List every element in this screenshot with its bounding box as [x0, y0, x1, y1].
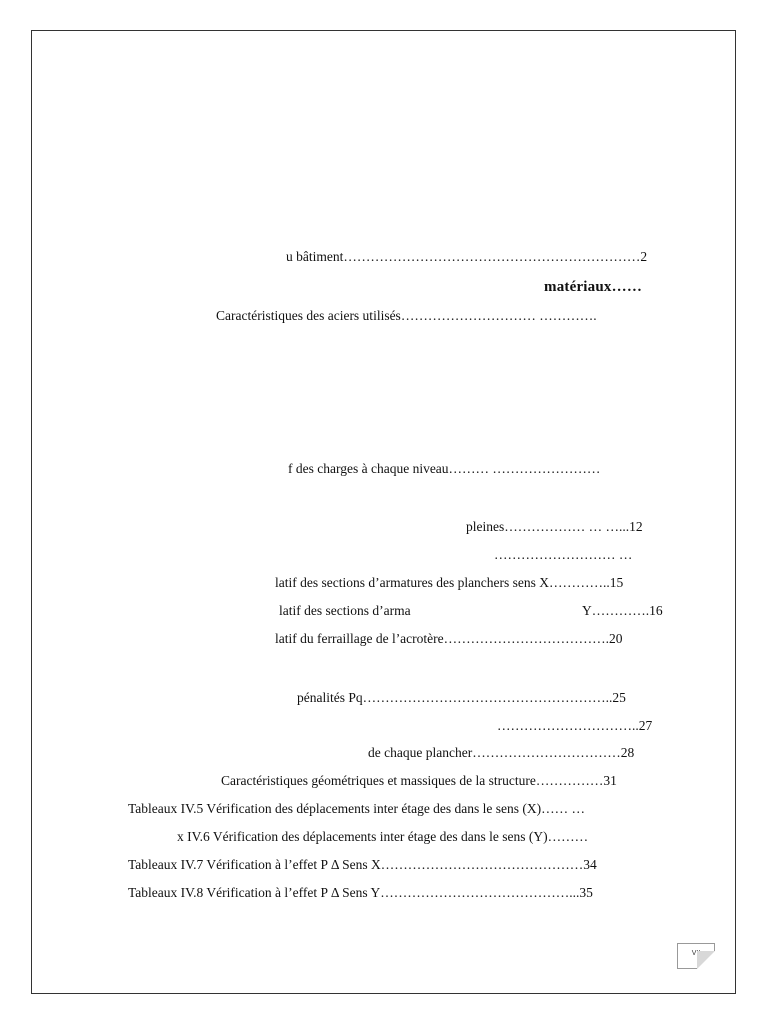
- toc-entry-armatures-y-part1: latif des sections d’arma: [279, 603, 411, 618]
- page-number: VII: [691, 950, 701, 957]
- toc-entry-batiment: u bâtiment…………………………………………………………2: [286, 249, 648, 264]
- page-fold-icon: [697, 951, 715, 969]
- toc-entry-27: …………………………..27: [497, 718, 653, 733]
- document-page: [31, 30, 736, 994]
- toc-entry-armatures-y-part2: Y………….16: [582, 603, 663, 618]
- toc-heading-materiaux: matériaux……: [544, 279, 643, 295]
- toc-entry-dots: ……………………… …: [494, 547, 633, 562]
- toc-entry-charges: f des charges à chaque niveau……… ……………………: [288, 461, 601, 476]
- toc-entry-penalites: pénalités Pq………………………………………………..25: [297, 690, 626, 705]
- toc-entry-tableau-iv5: Tableaux IV.5 Vérification des déplacements inter étage des dans le sens (X)…… …: [128, 801, 586, 816]
- toc-entry-armatures-x: latif des sections d’armatures des planchers sens X…………..15: [275, 575, 624, 590]
- page-number-badge: [677, 943, 715, 969]
- toc-entry-pleines: pleines……………… … …...12: [466, 519, 643, 534]
- toc-entry-structure: Caractéristiques géométriques et massiques de la structure……………31: [221, 773, 617, 788]
- toc-entry-tableau-iv8: Tableaux IV.8 Vérification à l’effet P Δ Sens Y……………………………………...35: [128, 885, 593, 900]
- toc-entry-tableau-iv6: x IV.6 Vérification des déplacements inter étage des dans le sens (Y)………: [177, 829, 589, 844]
- toc-entry-tableau-iv7: Tableaux IV.7 Vérification à l’effet P Δ Sens X………………………………………34: [128, 857, 597, 872]
- toc-entry-aciers: Caractéristiques des aciers utilisés………………………… ………….: [216, 308, 597, 323]
- toc-entry-acrotere: latif du ferraillage de l’acrotère……………………………….20: [275, 631, 623, 646]
- toc-entry-plancher: de chaque plancher……………………………28: [368, 745, 635, 760]
